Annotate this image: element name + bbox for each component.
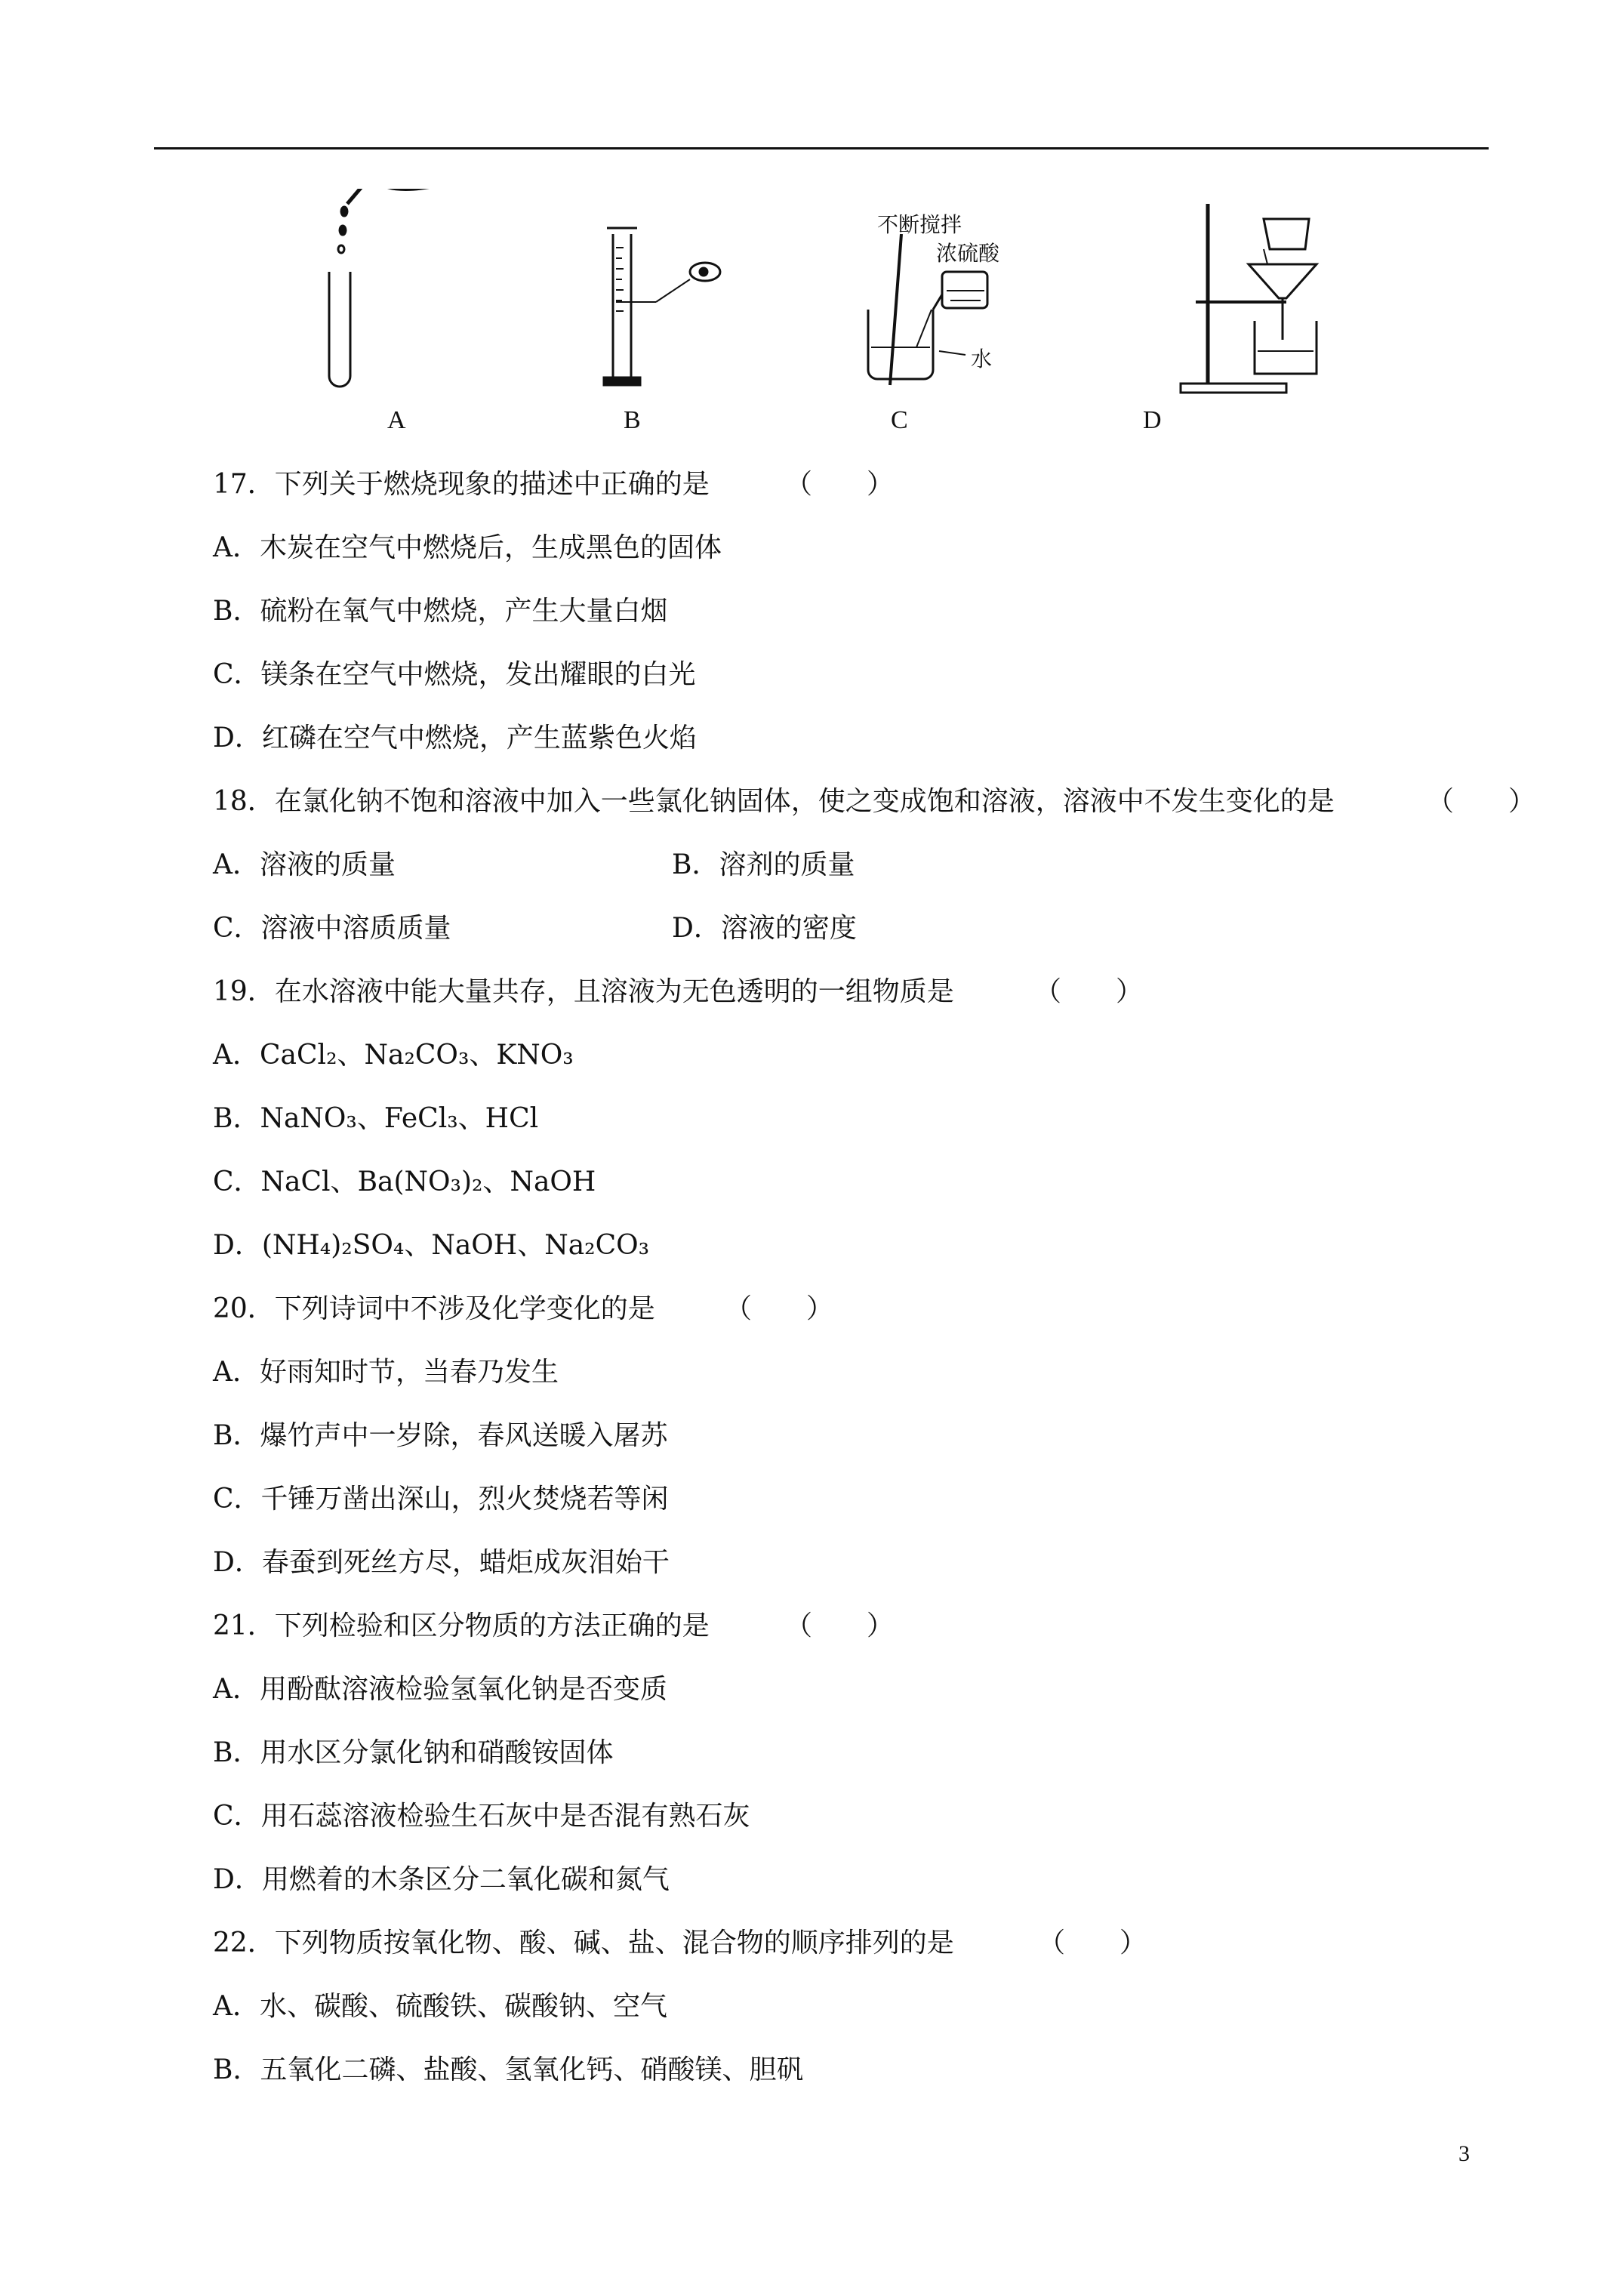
question-18-answer-blank: （ ） [1427, 786, 1536, 817]
figure-drawings [154, 189, 1489, 415]
figure-label-a: A [387, 406, 406, 434]
figure-c-stir-label: 不断搅拌 [877, 212, 962, 237]
question-18-option-c: C．溶液中溶质质量 [213, 913, 451, 944]
question-21-option-d: D．用燃着的木条区分二氧化碳和氮气 [213, 1864, 670, 1895]
header-rule [154, 147, 1489, 149]
page-number: 3 [1458, 2141, 1470, 2166]
question-22-option-b: B．五氧化二磷、盐酸、氢氧化钙、硝酸镁、胆矾 [213, 2054, 804, 2085]
question-18-option-a: A．溶液的质量 [213, 849, 396, 880]
question-20-option-a: A．好雨知时节，当春乃发生 [213, 1357, 559, 1388]
question-21-option-b: B．用水区分氯化钠和硝酸铵固体 [213, 1737, 614, 1768]
question-18-option-b: B．溶剂的质量 [672, 849, 855, 880]
figure-label-c: C [891, 406, 908, 434]
question-22-answer-blank: （ ） [1038, 1928, 1147, 1959]
question-21-option-c: C．用石蕊溶液检验生石灰中是否混有熟石灰 [213, 1801, 750, 1832]
question-18-stem: 18．在氯化钠不饱和溶液中加入一些氯化钠固体，使之变成饱和溶液，溶液中不发生变化的是 [213, 786, 1335, 817]
question-22-stem: 22．下列物质按氧化物、酸、碱、盐、混合物的顺序排列的是 [213, 1928, 954, 1959]
figure-c-acid-label: 浓硫酸 [936, 241, 1000, 266]
experiment-figures [154, 189, 1489, 445]
question-21-stem: 21．下列检验和区分物质的方法正确的是 [213, 1610, 710, 1641]
question-17-stem: 17．下列关于燃烧现象的描述中正确的是 [213, 469, 710, 500]
question-18-option-d: D．溶液的密度 [672, 913, 857, 944]
question-20-option-b: B．爆竹声中一岁除，春风送暖入屠苏 [213, 1420, 668, 1451]
question-17-option-d: D．红磷在空气中燃烧，产生蓝紫色火焰 [213, 723, 697, 754]
question-19-option-b: B．NaNO₃、FeCl₃、HCl [213, 1103, 539, 1134]
question-19-option-d: D．(NH₄)₂SO₄、NaOH、Na₂CO₃ [213, 1230, 650, 1261]
question-19-stem: 19．在水溶液中能大量共存，且溶液为无色透明的一组物质是 [213, 976, 954, 1007]
question-20-option-c: C．千锤万凿出深山，烈火焚烧若等闲 [213, 1484, 669, 1515]
figure-b-cylinder [604, 228, 720, 385]
figure-d-filtration [1181, 204, 1317, 393]
question-19-option-c: C．NaCl、Ba(NO₃)₂、NaOH [213, 1166, 596, 1197]
question-21-option-a: A．用酚酞溶液检验氢氧化钠是否变质 [213, 1674, 667, 1705]
question-17-option-a: A．木炭在空气中燃烧后，生成黑色的固体 [213, 532, 722, 563]
question-21-answer-blank: （ ） [785, 1610, 895, 1641]
question-17-answer-blank: （ ） [785, 469, 895, 500]
question-17-option-b: B．硫粉在氧气中燃烧，产生大量白烟 [213, 596, 668, 627]
question-20-option-d: D．春蚕到死丝方尽，蜡炬成灰泪始干 [213, 1547, 670, 1578]
question-17-option-c: C．镁条在空气中燃烧，发出耀眼的白光 [213, 659, 696, 690]
question-19-option-a: A．CaCl₂、Na₂CO₃、KNO₃ [213, 1040, 574, 1071]
figure-label-d: D [1143, 406, 1162, 434]
question-22-option-a: A．水、碳酸、硫酸铁、碳酸钠、空气 [213, 1991, 667, 2022]
figure-a-dropper [329, 189, 463, 387]
question-20-answer-blank: （ ） [725, 1293, 834, 1324]
question-19-answer-blank: （ ） [1034, 976, 1144, 1007]
figure-label-b: B [624, 406, 641, 434]
question-20-stem: 20．下列诗词中不涉及化学变化的是 [213, 1293, 655, 1324]
figure-c-water-label: 水 [971, 347, 993, 371]
